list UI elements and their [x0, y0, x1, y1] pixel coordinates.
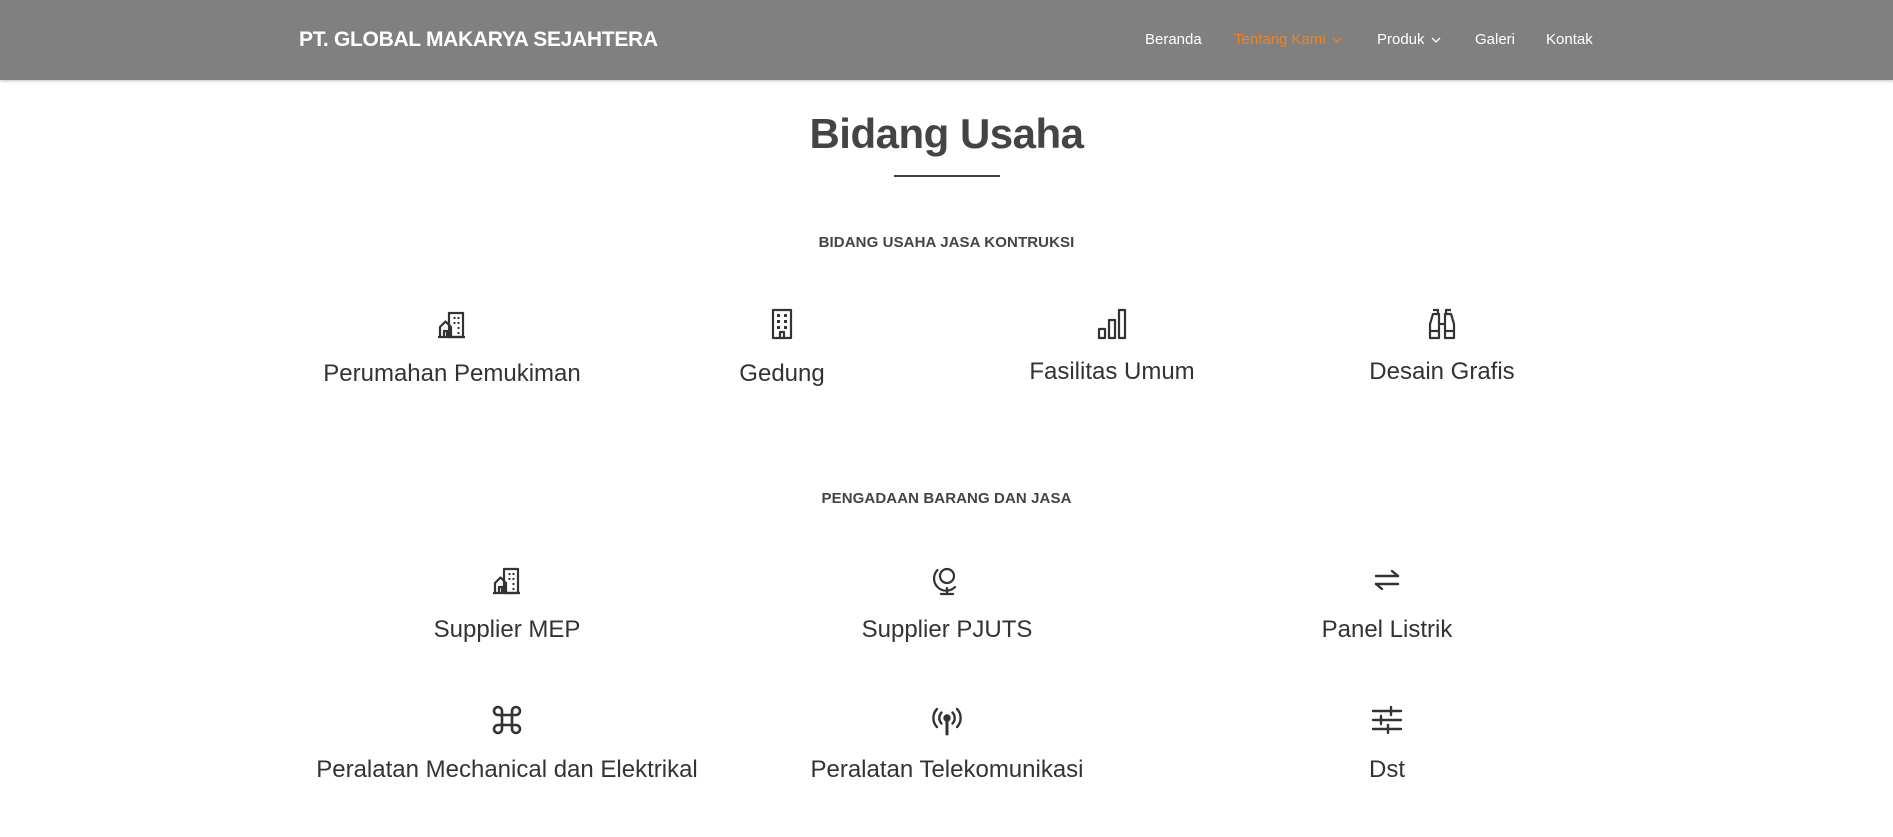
title-underline — [894, 175, 1000, 177]
group-heading-pengadaan: PENGADAAN BARANG DAN JASA — [821, 490, 1072, 507]
nav-item-label: Galeri — [1475, 31, 1516, 48]
nav-item-galeri[interactable] — [1475, 31, 1515, 48]
service-item-label: Gedung — [739, 360, 825, 387]
broadcast-antenna-icon — [929, 702, 965, 738]
service-item-label: Supplier PJUTS — [861, 616, 1033, 643]
nav-item-label: Tentang Kami — [1234, 31, 1326, 48]
service-item-label: Peralatan Telekomunikasi — [810, 756, 1084, 783]
building-icon — [764, 306, 800, 342]
nav-item-label: Produk — [1377, 31, 1425, 48]
service-item — [297, 702, 717, 784]
service-item-label: Supplier MEP — [433, 616, 581, 643]
nav-item-label: Beranda — [1145, 31, 1202, 48]
command-icon — [489, 702, 525, 738]
service-item-label: Perumahan Pemukiman — [323, 360, 581, 387]
service-item-label: Panel Listrik — [1321, 616, 1453, 643]
service-item-label: Peralatan Mechanical dan Elektrikal — [316, 756, 698, 783]
chevron-down-icon — [1430, 34, 1442, 46]
section-title: Bidang Usaha — [809, 110, 1084, 157]
service-item-label: Fasilitas Umum — [1029, 358, 1195, 385]
sliders-icon — [1369, 702, 1405, 738]
building-house-icon — [434, 306, 470, 342]
service-item — [737, 702, 1157, 784]
main-nav — [0, 31, 1893, 55]
service-item — [1177, 562, 1597, 644]
service-item — [737, 562, 1157, 644]
nav-item-beranda[interactable] — [1145, 31, 1202, 48]
service-item-label: Desain Grafis — [1369, 358, 1515, 385]
nav-item-kontak[interactable] — [1546, 31, 1593, 48]
service-item — [1177, 702, 1597, 784]
chevron-down-icon — [1331, 34, 1343, 46]
brand-logo-link[interactable]: PT. GLOBAL MAKARYA SEJAHTERA — [299, 28, 658, 51]
nav-item-produk[interactable] — [1377, 31, 1442, 48]
binoculars-icon — [1424, 306, 1460, 342]
swap-arrows-icon — [1369, 562, 1405, 598]
building-house-icon — [489, 562, 525, 598]
globe-stand-icon — [929, 562, 965, 598]
nav-item-label: Kontak — [1546, 31, 1593, 48]
bar-chart-icon — [1094, 306, 1130, 342]
group-heading-jasa-kontruksi: BIDANG USAHA JASA KONTRUKSI — [818, 234, 1075, 251]
service-item — [1232, 306, 1652, 386]
navbar — [0, 0, 1893, 80]
service-item-label: Dst — [1369, 756, 1405, 783]
nav-item-tentang-kami[interactable] — [1234, 31, 1343, 48]
service-item — [297, 562, 717, 644]
